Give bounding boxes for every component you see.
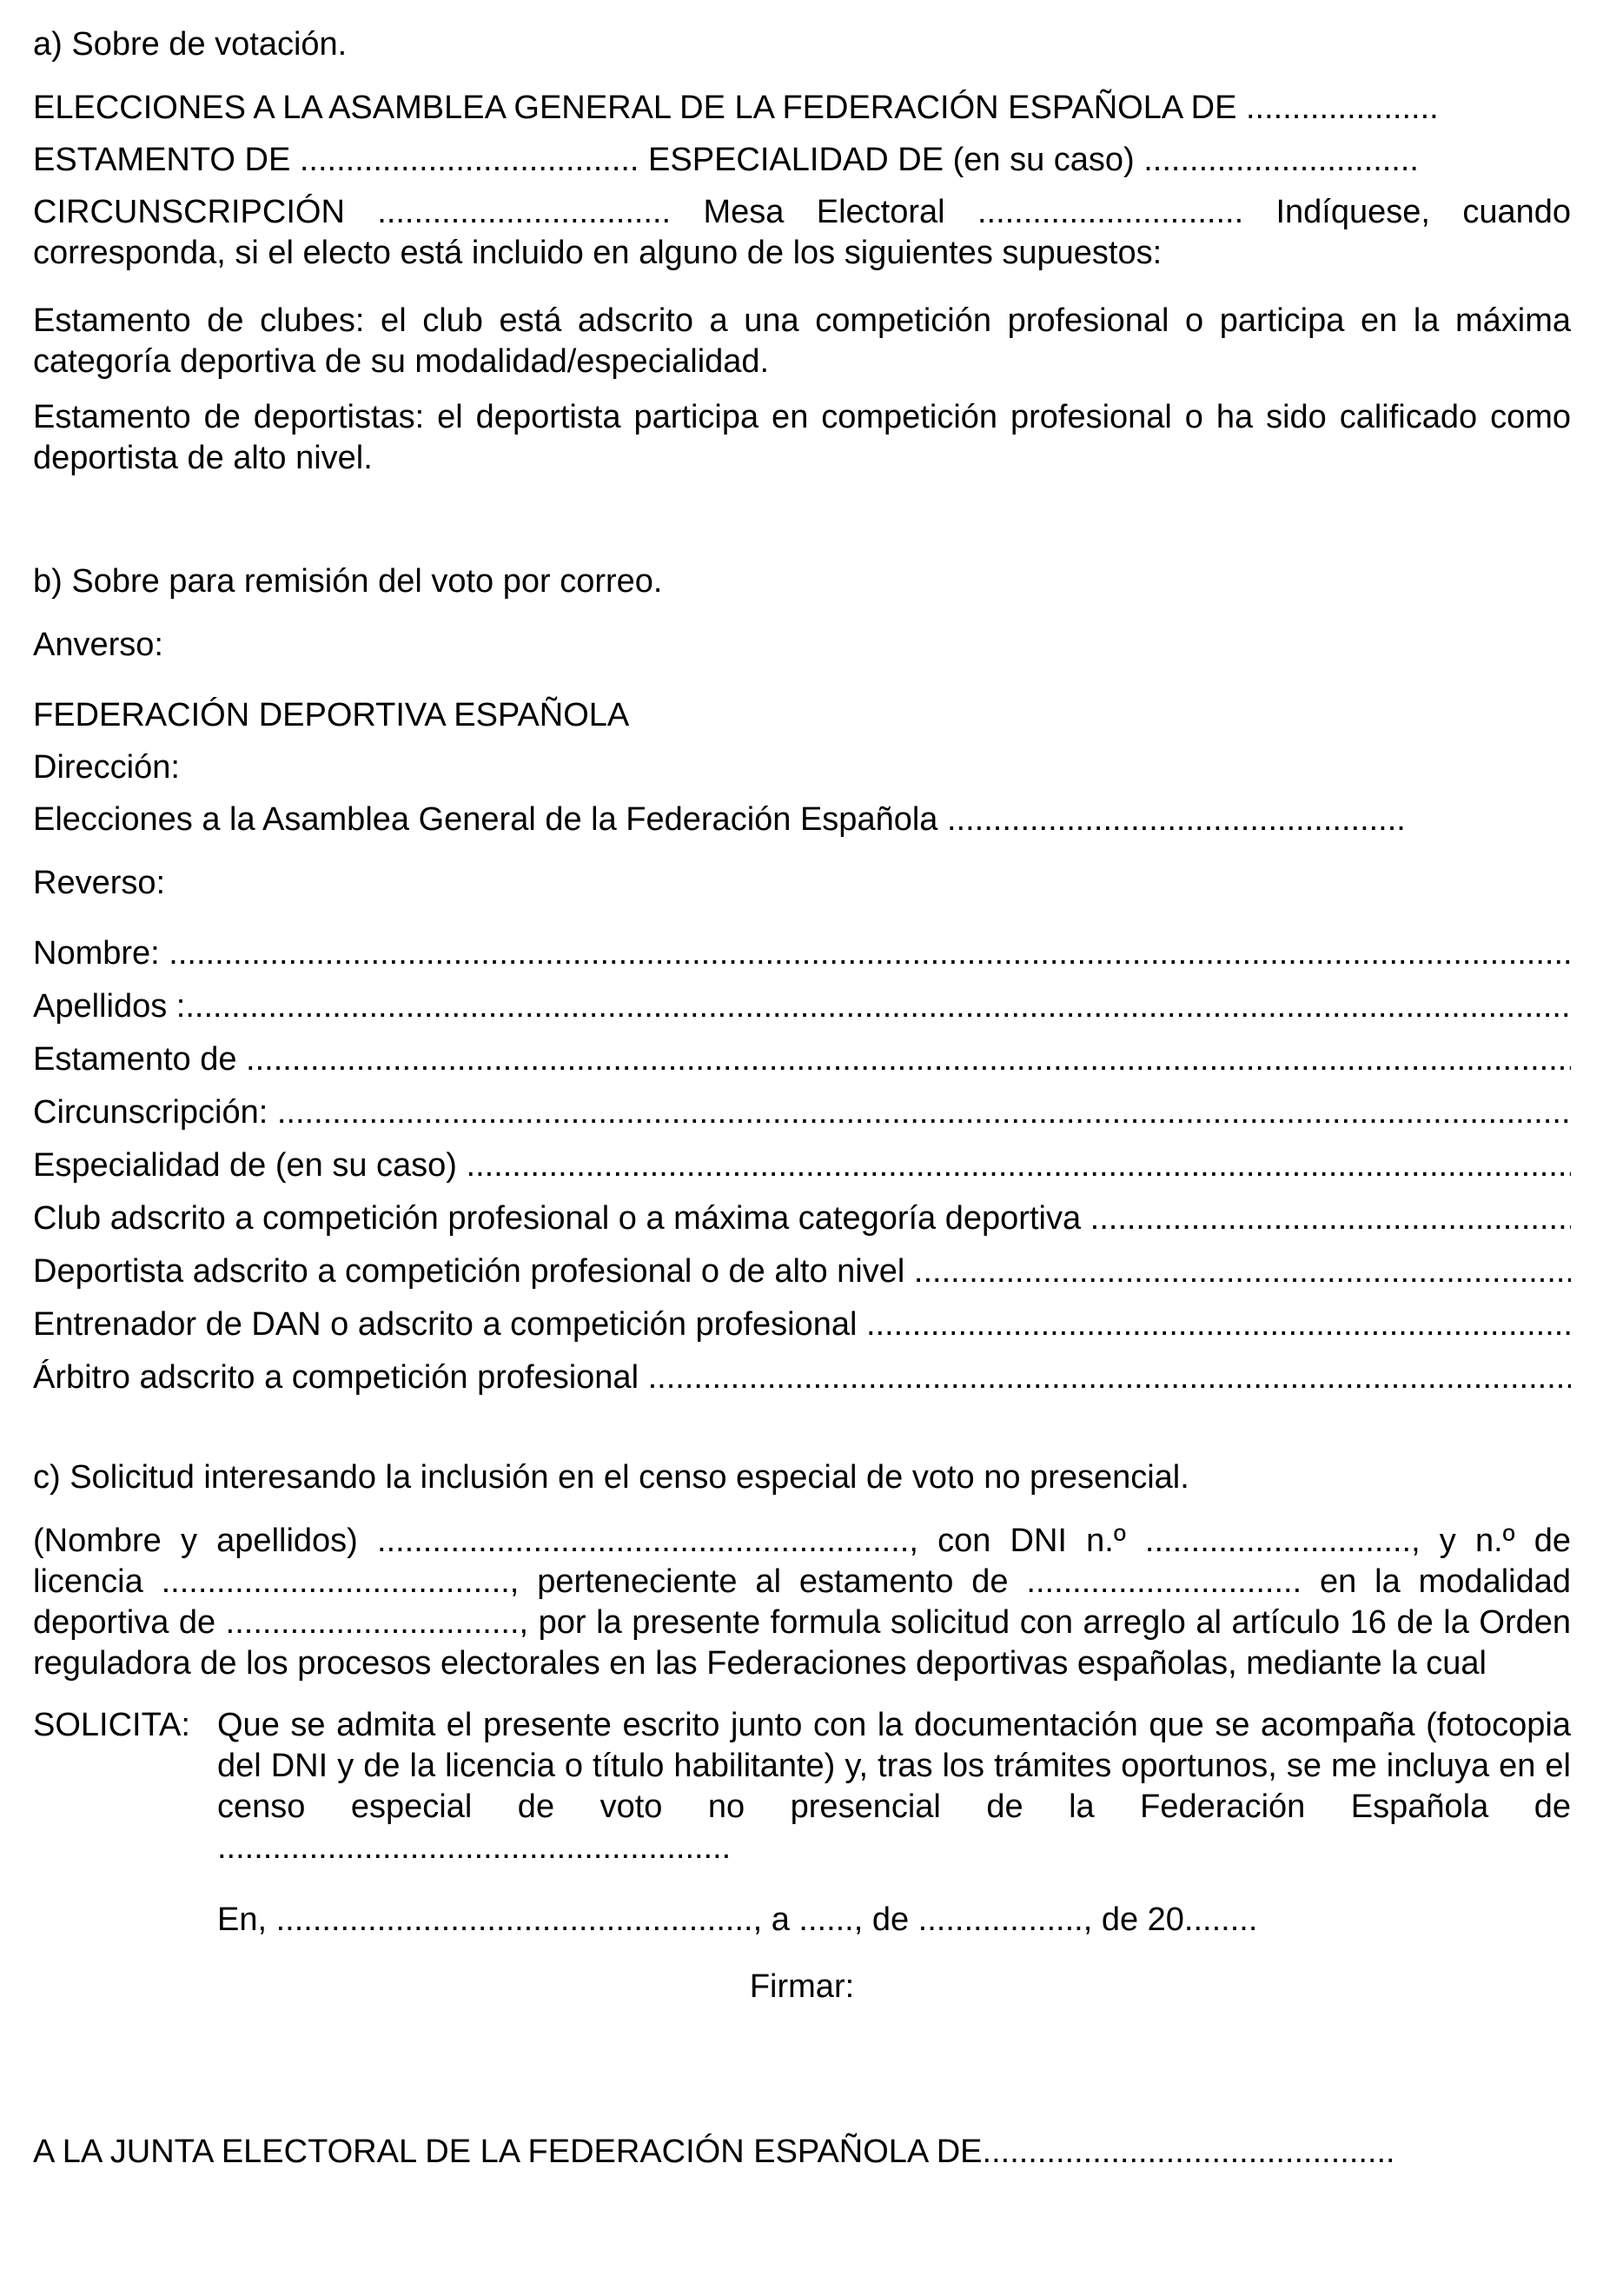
field-arbitro bbox=[33, 1357, 1571, 1410]
reverso-label: Reverso: bbox=[33, 865, 166, 901]
field-circunscripcion bbox=[33, 1092, 1571, 1145]
field-label: Árbitro adscrito a competición profesional bbox=[33, 1359, 639, 1396]
field-dots bbox=[866, 1304, 1571, 1345]
field-label: Especialidad de (en su caso) bbox=[33, 1147, 457, 1184]
section-b-heading: b) Sobre para remisión del voto por correo. bbox=[33, 563, 663, 600]
direccion-label: Dirección: bbox=[33, 749, 180, 786]
federacion-label: FEDERACIÓN DEPORTIVA ESPAÑOLA bbox=[33, 697, 630, 733]
solicita-text: Que se admita el presente escrito junto con la documentación que se acompaña (fotocopia del DNI y de la licencia o título habilitante) y, tras los trámites oportunos, se me incluya en el censo especial de voto no presencial de la Federación Española de ........................................................ bbox=[217, 1707, 1571, 1866]
section-a-heading: a) Sobre de votación. bbox=[33, 26, 348, 63]
firmar-label: Firmar: bbox=[749, 1968, 855, 2005]
field-label: Deportista adscrito a competición profesional o de alto nivel bbox=[33, 1253, 905, 1290]
request-paragraph: (Nombre y apellidos) .........................................................., con DNI n.º ............................., y n.º de licencia ......................................, perteneciente al estamento de .............................. en la modalidad deportiva de ................................, por la presente formula solicitud con arreglo al artículo 16 de la Orden reguladora de los procesos electorales en las Federaciones deportivas españolas, mediante la cual bbox=[33, 1523, 1571, 1682]
field-dots bbox=[185, 986, 1571, 1027]
place-date-line: En, ...................................................., a ......, de .................., de 20........ bbox=[217, 1901, 1258, 1938]
field-deportista bbox=[33, 1251, 1571, 1304]
elecciones-line: Elecciones a la Asamblea General de la Federación Española .................................................. bbox=[33, 801, 1406, 838]
clubes-paragraph: Estamento de clubes: el club está adscrito a una competición profesional o participa en la máxima categoría deportiva de su modalidad/especialidad. bbox=[33, 302, 1571, 380]
field-apellidos bbox=[33, 986, 1571, 1039]
field-label: Estamento de bbox=[33, 1041, 237, 1078]
field-label: Nombre: bbox=[33, 935, 160, 972]
field-dots bbox=[648, 1357, 1571, 1398]
field-estamento bbox=[33, 1039, 1571, 1092]
reverse-fields bbox=[33, 933, 1571, 1410]
field-especialidad bbox=[33, 1145, 1571, 1198]
field-label: Club adscrito a competición profesional o a máxima categoría deportiva bbox=[33, 1200, 1082, 1237]
field-dots bbox=[467, 1145, 1571, 1186]
anverso-label: Anverso: bbox=[33, 627, 163, 663]
junta-electoral-line: A LA JUNTA ELECTORAL DE LA FEDERACIÓN ESPAÑOLA DE............................................. bbox=[33, 2133, 1395, 2170]
field-club bbox=[33, 1198, 1571, 1251]
ballot-envelope-circunscripcion-line: CIRCUNSCRIPCIÓN ................................ Mesa Electoral ............................. Indíquese, cuando corresponda, si el electo está incluido en alguno de los siguientes supuestos: bbox=[33, 194, 1571, 271]
ballot-envelope-elections-line: ELECCIONES A LA ASAMBLEA GENERAL DE LA FEDERACIÓN ESPAÑOLA DE ..................... bbox=[33, 90, 1439, 126]
field-label: Apellidos : bbox=[33, 988, 186, 1025]
field-dots bbox=[169, 933, 1571, 974]
field-entrenador bbox=[33, 1304, 1571, 1357]
field-dots bbox=[914, 1251, 1571, 1292]
field-dots bbox=[246, 1039, 1571, 1080]
field-dots bbox=[1090, 1198, 1571, 1239]
section-c-heading: c) Solicitud interesando la inclusión en el censo especial de voto no presencial. bbox=[33, 1459, 1189, 1496]
ballot-envelope-estamento-line: ESTAMENTO DE ..................................... ESPECIALIDAD DE (en su caso) .............................. bbox=[33, 142, 1419, 178]
deportistas-paragraph: Estamento de deportistas: el deportista participa en competición profesional o ha sido calificado como deportista de alto nivel. bbox=[33, 399, 1571, 476]
field-label: Entrenador de DAN o adscrito a competición profesional bbox=[33, 1306, 858, 1343]
field-nombre bbox=[33, 933, 1571, 986]
solicita-label: SOLICITA: bbox=[33, 1707, 190, 1743]
document-page bbox=[33, 24, 1571, 2173]
solicita-block bbox=[33, 1705, 1571, 1868]
field-dots bbox=[277, 1092, 1571, 1133]
field-label: Circunscripción: bbox=[33, 1094, 268, 1131]
